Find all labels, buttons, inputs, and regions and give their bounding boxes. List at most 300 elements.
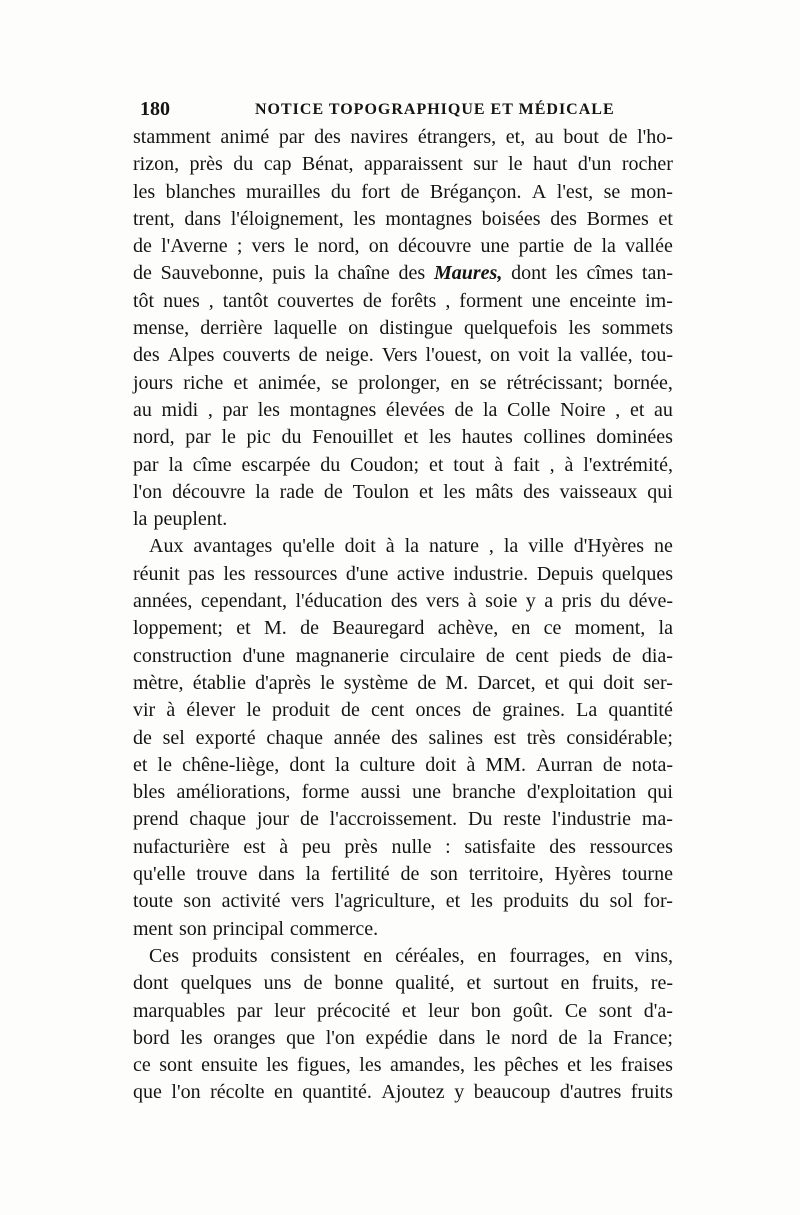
- word: im-: [645, 289, 673, 312]
- word: se: [479, 371, 497, 394]
- word: l'éducation: [295, 590, 383, 613]
- word: vir: [133, 699, 156, 722]
- word: dominées: [596, 426, 673, 449]
- word: graines.: [502, 699, 565, 722]
- word: apparaissent: [363, 153, 463, 176]
- word: ,: [488, 535, 494, 558]
- word: de: [303, 972, 323, 995]
- word: ne: [653, 535, 673, 558]
- word: en: [274, 1081, 293, 1104]
- word: et: [428, 453, 444, 476]
- word: la: [482, 398, 498, 421]
- word: trent,: [133, 207, 175, 230]
- word: est: [493, 726, 516, 749]
- word: Darcet,: [477, 671, 536, 694]
- word: montagnes: [385, 207, 472, 230]
- word: beaucoup: [473, 1081, 551, 1104]
- word: d'une: [345, 562, 389, 585]
- word: mètre,: [133, 671, 184, 694]
- word: uns: [263, 972, 292, 995]
- word: commerce.: [289, 917, 379, 940]
- word: de: [417, 671, 437, 694]
- word: fraises: [620, 1054, 673, 1077]
- word: Beauregard: [332, 617, 425, 640]
- word: MM.: [485, 753, 527, 776]
- word: qui: [647, 480, 673, 503]
- word: y: [454, 1081, 465, 1104]
- text-line: [133, 834, 673, 861]
- word: des: [549, 835, 576, 858]
- word: re-: [650, 972, 673, 995]
- word: y: [525, 590, 536, 613]
- word: de: [608, 126, 628, 148]
- word: se: [331, 371, 348, 394]
- word: Aurran: [536, 753, 593, 776]
- word: l'agriculture,: [334, 890, 436, 913]
- word: de: [602, 753, 622, 776]
- word: ensuite: [201, 1054, 258, 1077]
- word: la: [168, 453, 183, 476]
- word: A: [531, 180, 547, 203]
- word: une: [412, 781, 441, 804]
- word: M.: [263, 617, 287, 640]
- text-line: [133, 970, 673, 997]
- word: murailles: [246, 180, 321, 203]
- word: pic: [246, 426, 271, 449]
- word: active: [396, 562, 445, 585]
- word: par: [133, 453, 159, 476]
- word: vins,: [634, 944, 673, 967]
- word: du: [233, 153, 254, 176]
- word: loppement;: [133, 617, 223, 640]
- word: cent: [371, 699, 405, 722]
- word: on: [368, 235, 389, 258]
- text-line: [133, 206, 673, 233]
- word: nord: [510, 1026, 548, 1049]
- word: et: [401, 999, 417, 1022]
- word: le: [221, 426, 236, 449]
- word: prend: [133, 808, 179, 831]
- word: midi: [161, 398, 199, 421]
- word: Noire: [560, 398, 606, 421]
- word: de: [454, 398, 474, 421]
- word: pêches: [504, 1054, 559, 1077]
- word: fertilité: [330, 863, 390, 886]
- word: vallée: [625, 235, 673, 258]
- text-line: [133, 179, 673, 206]
- word: du: [330, 180, 351, 203]
- word: la: [658, 617, 673, 640]
- word: salines: [428, 726, 483, 749]
- word: par: [236, 999, 263, 1022]
- word: chaque: [189, 808, 247, 831]
- word: d'après: [255, 671, 311, 694]
- text-line: [133, 397, 673, 424]
- word: la: [305, 863, 321, 886]
- word: par: [185, 426, 211, 449]
- word: on: [490, 344, 511, 367]
- word: du: [579, 890, 600, 913]
- word: fait: [513, 453, 540, 476]
- word: puis: [272, 262, 306, 285]
- word: en: [560, 972, 580, 995]
- word: précocité: [316, 999, 391, 1022]
- word: au: [133, 398, 152, 421]
- word: quantité.: [302, 1081, 372, 1104]
- word: très: [526, 726, 556, 749]
- word: mâts: [475, 480, 514, 503]
- word: sont: [159, 1054, 193, 1077]
- word: voit: [518, 344, 550, 367]
- word: près: [344, 835, 378, 858]
- word: système: [343, 671, 409, 694]
- word: une: [480, 235, 510, 258]
- word: et: [658, 207, 673, 230]
- word: nufacturière: [133, 835, 230, 858]
- word: leur: [428, 999, 460, 1022]
- word: quelques: [601, 562, 673, 585]
- word: marquables: [133, 999, 226, 1022]
- text-line: [133, 1079, 673, 1106]
- text-line: [133, 288, 673, 315]
- word: de: [400, 180, 420, 203]
- word: établie: [192, 671, 246, 694]
- word: cîmes: [586, 262, 634, 285]
- word: nord,: [133, 426, 175, 449]
- word: consistent: [270, 944, 351, 967]
- word: considérable;: [566, 726, 673, 749]
- word: de: [340, 699, 360, 722]
- word: ser-: [643, 671, 673, 694]
- word: le: [485, 1026, 501, 1049]
- word: étrangers,: [417, 126, 497, 148]
- text-line: [133, 697, 673, 724]
- word: l'accroissement.: [329, 808, 458, 831]
- word: industrie.: [453, 562, 529, 585]
- word: et,: [505, 126, 526, 148]
- word: fort: [361, 180, 391, 203]
- text-line: [133, 233, 673, 260]
- word: la: [503, 535, 519, 558]
- text-line: [133, 1025, 673, 1052]
- word: des: [314, 126, 341, 148]
- word: et: [629, 398, 645, 421]
- word: en: [477, 944, 497, 967]
- word: d'un: [577, 153, 612, 176]
- word: vers: [251, 235, 285, 258]
- text-line: [133, 752, 673, 779]
- word: ce: [543, 617, 562, 640]
- word: les: [473, 1054, 496, 1077]
- word: l'Averne: [161, 235, 228, 258]
- word: Depuis: [536, 562, 594, 585]
- word: à: [494, 453, 504, 476]
- word: ment: [133, 917, 173, 940]
- word: du: [281, 426, 302, 449]
- word: chaque: [266, 726, 323, 749]
- word: tôt: [133, 289, 155, 312]
- word: doit: [603, 671, 635, 694]
- word: pris: [561, 590, 592, 613]
- word: M.: [445, 671, 469, 694]
- word: avantages: [193, 535, 273, 558]
- word: l'ouest,: [425, 344, 482, 367]
- word: de: [573, 235, 593, 258]
- word: jours: [133, 371, 173, 394]
- word: du: [320, 453, 341, 476]
- word: nature: [428, 535, 479, 558]
- word: for-: [643, 890, 673, 913]
- word: Fenouillet: [312, 426, 394, 449]
- word: la: [335, 753, 350, 776]
- word: surtout: [493, 972, 549, 995]
- word: les: [590, 1054, 613, 1077]
- word: pas: [188, 562, 215, 585]
- word: le: [508, 153, 523, 176]
- word: la: [133, 508, 148, 531]
- word: quantité: [608, 699, 673, 722]
- word: animée,: [258, 371, 322, 394]
- word: de: [133, 235, 152, 258]
- word: et: [567, 1054, 582, 1077]
- word: des: [391, 726, 418, 749]
- word: et: [418, 480, 434, 503]
- word: doit: [425, 753, 457, 776]
- word: vaisseaux: [559, 480, 638, 503]
- word: oranges: [213, 1026, 276, 1049]
- word: chaîne: [337, 262, 390, 285]
- word: ;: [236, 235, 243, 258]
- word: reste: [503, 808, 542, 831]
- word: le: [157, 753, 172, 776]
- text-line: [133, 342, 673, 369]
- word: neige.: [325, 344, 374, 367]
- word: de: [485, 644, 505, 667]
- word: la: [404, 535, 420, 558]
- word: aussi: [360, 781, 401, 804]
- word: élevées: [385, 398, 445, 421]
- word: est: [243, 835, 266, 858]
- word: les: [555, 262, 578, 285]
- word: déve-: [628, 590, 673, 613]
- word: Coudon;: [350, 453, 420, 476]
- word: toute: [133, 890, 173, 913]
- word: le: [246, 699, 261, 722]
- word: d'Hyères: [573, 535, 644, 558]
- word: qu'elle: [282, 535, 335, 558]
- word: découvre: [172, 480, 246, 503]
- word: rade: [279, 480, 314, 503]
- word: sommets: [601, 317, 673, 340]
- word: les: [180, 1026, 203, 1049]
- word: les: [443, 480, 466, 503]
- word: d'une: [242, 644, 286, 667]
- word: les: [568, 317, 591, 340]
- word: enceinte: [569, 289, 637, 312]
- word: leur: [274, 999, 306, 1022]
- word: de: [558, 1026, 578, 1049]
- word: en: [602, 944, 622, 967]
- word: son: [183, 890, 212, 913]
- word: achève,: [437, 617, 499, 640]
- word: l'est,: [556, 180, 594, 203]
- text-line: [133, 643, 673, 670]
- word: dont: [133, 972, 169, 995]
- word: cap: [263, 153, 292, 176]
- word: par: [278, 126, 305, 148]
- word: et: [133, 753, 148, 776]
- word: navires: [350, 126, 409, 148]
- word: fourrages,: [509, 944, 590, 967]
- word: des: [133, 344, 160, 367]
- word: le: [294, 235, 309, 258]
- word: trouve: [196, 863, 248, 886]
- text-line: [133, 315, 673, 342]
- word: à: [564, 453, 574, 476]
- word: année: [333, 726, 381, 749]
- text-line: [133, 916, 673, 943]
- word: Ajoutez: [381, 1081, 445, 1104]
- word: animé: [220, 126, 270, 148]
- word: Sauvebonne,: [160, 262, 264, 285]
- word: de: [612, 644, 632, 667]
- word: peuplent.: [153, 508, 228, 531]
- word: récolte: [210, 1081, 265, 1104]
- word: Du: [467, 808, 493, 831]
- text-line: [133, 725, 673, 752]
- word: l'on: [133, 480, 163, 503]
- text-line: [133, 151, 673, 178]
- word: expédie: [365, 1026, 428, 1049]
- word: les: [266, 1054, 289, 1077]
- word: montagnes: [289, 398, 377, 421]
- word: dans: [438, 1026, 476, 1049]
- word: élever: [186, 699, 236, 722]
- text-line: [133, 506, 673, 533]
- word: on: [348, 317, 369, 340]
- word: :: [445, 835, 451, 858]
- word: cîme: [192, 453, 232, 476]
- word: La: [576, 699, 598, 722]
- word: exporté: [195, 726, 256, 749]
- text-line: [133, 370, 673, 397]
- word: des: [550, 207, 577, 230]
- word: ,: [207, 398, 213, 421]
- body-text: [133, 124, 673, 1107]
- word: vers: [290, 890, 325, 913]
- word: bout: [563, 126, 599, 148]
- word: et: [466, 972, 482, 995]
- word: que: [133, 1081, 162, 1104]
- word: partie: [518, 235, 565, 258]
- word: escarpée: [241, 453, 311, 476]
- word: en: [363, 944, 383, 967]
- word: collines: [523, 426, 586, 449]
- text-line: [133, 533, 673, 560]
- word: magnanerie: [295, 644, 389, 667]
- word: la: [314, 262, 329, 285]
- word: du: [600, 590, 621, 613]
- word: l'on: [171, 1081, 201, 1104]
- running-head: NOTICE TOPOGRAPHIQUE ET MÉDICALE: [255, 101, 615, 118]
- word: pieds: [559, 644, 602, 667]
- word: améliorations,: [176, 781, 291, 804]
- word: son: [179, 917, 207, 940]
- word: d'a-: [643, 999, 673, 1022]
- word: jour: [256, 808, 290, 831]
- word: l'on: [325, 1026, 355, 1049]
- word: principal: [212, 917, 284, 940]
- word: cependant,: [200, 590, 287, 613]
- text-line: [133, 943, 673, 970]
- word: des: [523, 480, 550, 503]
- word: dia-: [641, 644, 673, 667]
- word: tantôt: [222, 289, 269, 312]
- word: réunit: [133, 562, 180, 585]
- word: les: [428, 426, 452, 449]
- text-line: [133, 452, 673, 479]
- word: rocher: [621, 153, 673, 176]
- word: Vers: [381, 344, 418, 367]
- word: l'extrémité,: [583, 453, 673, 476]
- word: une: [531, 289, 561, 312]
- word: nues: [163, 289, 200, 312]
- text-line: [133, 615, 673, 642]
- word: circulaire: [399, 644, 476, 667]
- word: mon-: [630, 180, 673, 203]
- text-line: [133, 998, 673, 1025]
- word: riche: [183, 371, 224, 394]
- word: de: [472, 699, 492, 722]
- word: le: [320, 671, 335, 694]
- word: la: [601, 235, 616, 258]
- word: qui: [647, 781, 673, 804]
- word: haut: [532, 153, 568, 176]
- word: cent: [515, 644, 549, 667]
- word: produits: [191, 944, 258, 967]
- word: qui: [568, 671, 594, 694]
- word: de: [323, 480, 343, 503]
- word: qu'elle: [133, 863, 186, 886]
- word: d'autres: [559, 1081, 622, 1104]
- word: figues,: [296, 1054, 351, 1077]
- word: tourne: [621, 863, 673, 886]
- word: produit: [272, 699, 330, 722]
- text-line: [133, 260, 673, 287]
- word: satisfaite: [464, 835, 536, 858]
- word: sol: [609, 890, 633, 913]
- word: la: [587, 1026, 603, 1049]
- word: produits: [503, 890, 569, 913]
- word: ,: [549, 453, 555, 476]
- word: hautes: [461, 426, 513, 449]
- word: les: [353, 207, 376, 230]
- text-line: [133, 888, 673, 915]
- word: Bormes: [586, 207, 649, 230]
- word: distingue: [379, 317, 453, 340]
- word: dont: [289, 753, 325, 776]
- word: découvre: [397, 235, 472, 258]
- word: sel: [162, 726, 185, 749]
- word: d'exploitation: [526, 781, 637, 804]
- text-line: [133, 124, 673, 151]
- word: l'ho-: [637, 126, 673, 148]
- word: la: [255, 480, 270, 503]
- text-line: [133, 1052, 673, 1079]
- word: fruits,: [591, 972, 639, 995]
- word: son: [430, 863, 458, 886]
- text-line: [133, 861, 673, 888]
